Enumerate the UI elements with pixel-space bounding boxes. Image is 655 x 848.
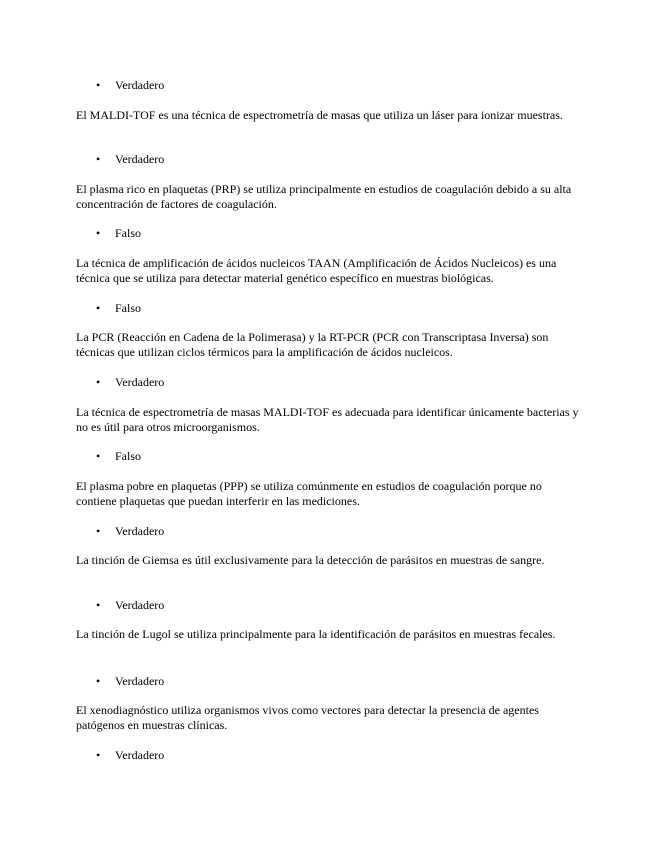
- answer-bullet: [96, 226, 141, 241]
- statement-paragraph: La técnica de amplificación de ácidos nucleicos TAAN (Amplificación de Ácidos Nucleicos) es una técnica que se utiliza para detectar material genético específico en muestras biológicas.: [76, 256, 557, 285]
- answer-bullet: [96, 748, 164, 763]
- statement-paragraph: El xenodiagnóstico utiliza organismos vivos como vectores para detectar la presencia de agentes patógenos en muestras clínicas.: [76, 703, 539, 732]
- answer-text: Falso: [115, 449, 142, 463]
- answer-bullet: [96, 524, 164, 539]
- statement-paragraph: La tinción de Lugol se utiliza principalmente para la identificación de parásitos en muestras fecales.: [76, 627, 556, 641]
- bullet-icon: •: [96, 674, 101, 688]
- bullet-icon: •: [96, 748, 101, 762]
- answer-bullet: [96, 674, 164, 689]
- answer-bullet: [96, 152, 164, 167]
- answer-text: Falso: [115, 301, 142, 315]
- statement-paragraph: El MALDI-TOF es una técnica de espectrometría de masas que utiliza un láser para ionizar muestras.: [76, 108, 563, 122]
- answer-text: Falso: [115, 226, 142, 240]
- answer-text: Verdadero: [115, 78, 165, 92]
- answer-text: Verdadero: [115, 375, 165, 389]
- answer-bullet: [96, 598, 164, 613]
- answer-bullet: [96, 449, 141, 464]
- answer-text: Verdadero: [115, 748, 165, 762]
- statement-paragraph: El plasma pobre en plaquetas (PPP) se utiliza comúnmente en estudios de coagulación porque no contiene plaquetas que puedan interferir en las mediciones.: [76, 479, 542, 508]
- bullet-icon: •: [96, 301, 101, 315]
- answer-bullet: [96, 375, 164, 390]
- statement-paragraph: El plasma rico en plaquetas (PRP) se utiliza principalmente en estudios de coagulación debido a su alta concentración de factores de coagulación.: [76, 182, 572, 211]
- bullet-icon: •: [96, 152, 101, 166]
- answer-text: Verdadero: [115, 524, 165, 538]
- bullet-icon: •: [96, 524, 101, 538]
- statement-paragraph: La técnica de espectrometría de masas MALDI-TOF es adecuada para identificar únicamente bacterias y no es útil para otros microorganismos.: [76, 405, 579, 434]
- statement-paragraph: La PCR (Reacción en Cadena de la Polimerasa) y la RT-PCR (PCR con Transcriptasa Inversa) son técnicas que utilizan ciclos térmicos para la amplificación de ácidos nucleicos.: [76, 330, 549, 359]
- bullet-icon: •: [96, 598, 101, 612]
- bullet-icon: •: [96, 226, 101, 240]
- answer-text: Verdadero: [115, 598, 165, 612]
- answer-text: Verdadero: [115, 674, 165, 688]
- bullet-icon: •: [96, 375, 101, 389]
- bullet-icon: •: [96, 449, 101, 463]
- statement-paragraph: La tinción de Giemsa es útil exclusivamente para la detección de parásitos en muestras de sangre.: [76, 553, 545, 567]
- answer-text: Verdadero: [115, 152, 165, 166]
- answer-bullet: [96, 301, 141, 316]
- bullet-icon: •: [96, 78, 101, 92]
- answer-bullet: [96, 78, 164, 93]
